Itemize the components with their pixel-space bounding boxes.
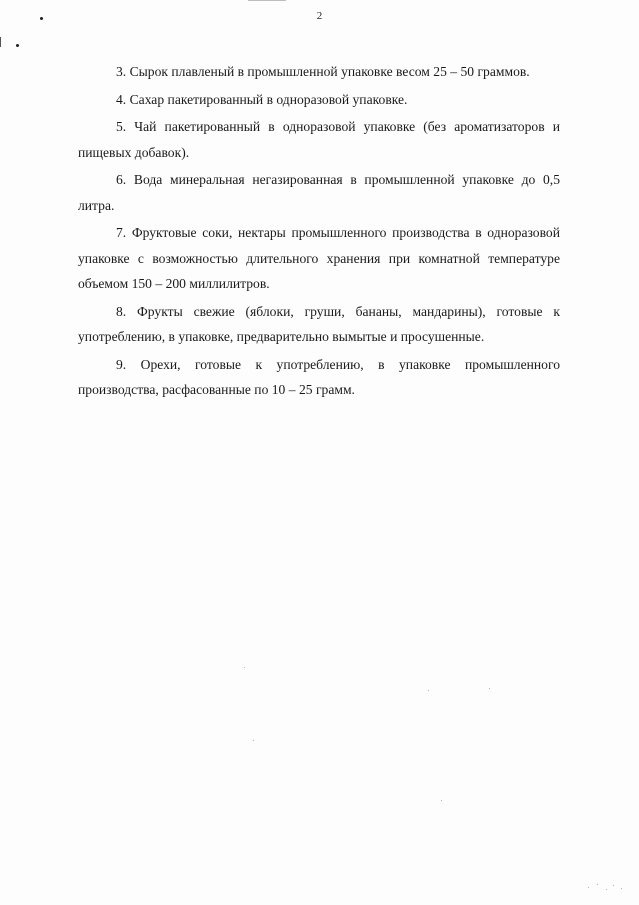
list-item [78, 167, 560, 218]
list-item-text: 8. Фрукты свежие (яблоки, груши, бананы, мандарины), готовые к употреблению, в упаковке, предварительно вымытые и просушенные. [78, 303, 560, 344]
list-item-text: 6. Вода минеральная негазированная в промышленной упаковке до 0,5 литра. [78, 172, 560, 213]
list-item-text: 3. Сырок плавленый в промышленной упаковке весом 25 – 50 граммов. [116, 64, 530, 79]
scan-dot [40, 17, 43, 20]
document-body [78, 59, 560, 405]
list-item [78, 87, 560, 113]
scan-speck [489, 688, 490, 689]
list-item [78, 59, 560, 85]
list-item-text: 5. Чай пакетированный в одноразовой упаковке (без ароматизаторов и пищевых добавок). [78, 119, 560, 160]
list-item [78, 220, 560, 297]
scan-speck [606, 889, 607, 890]
scan-speck [621, 888, 622, 889]
list-item-text: 4. Сахар пакетированный в одноразовой упаковке. [116, 91, 408, 107]
scan-dot [16, 44, 19, 47]
list-item [78, 114, 560, 165]
list-item-text: 9. Орехи, готовые к употреблению, в упаковке промышленного производства, расфасованные по 10 – 25 грамм. [78, 356, 560, 397]
scan-speck [441, 800, 442, 801]
scan-speck [597, 884, 598, 885]
scan-speck [253, 740, 254, 741]
scan-speck [244, 667, 245, 668]
page-number: 2 [316, 10, 323, 22]
top-edge-line [248, 0, 286, 1]
scan-speck [613, 885, 614, 886]
scan-speck [428, 690, 429, 691]
list-item [78, 352, 560, 403]
list-item [78, 299, 560, 350]
scan-speck [588, 887, 589, 888]
list-item-text: 7. Фруктовые соки, нектары промышленного производства в одноразовой упаковке с возможностью длительного хранения при комнатной температуре объемом 150 – 200 миллилитров. [78, 225, 560, 291]
binder-edge-mark [0, 37, 1, 47]
